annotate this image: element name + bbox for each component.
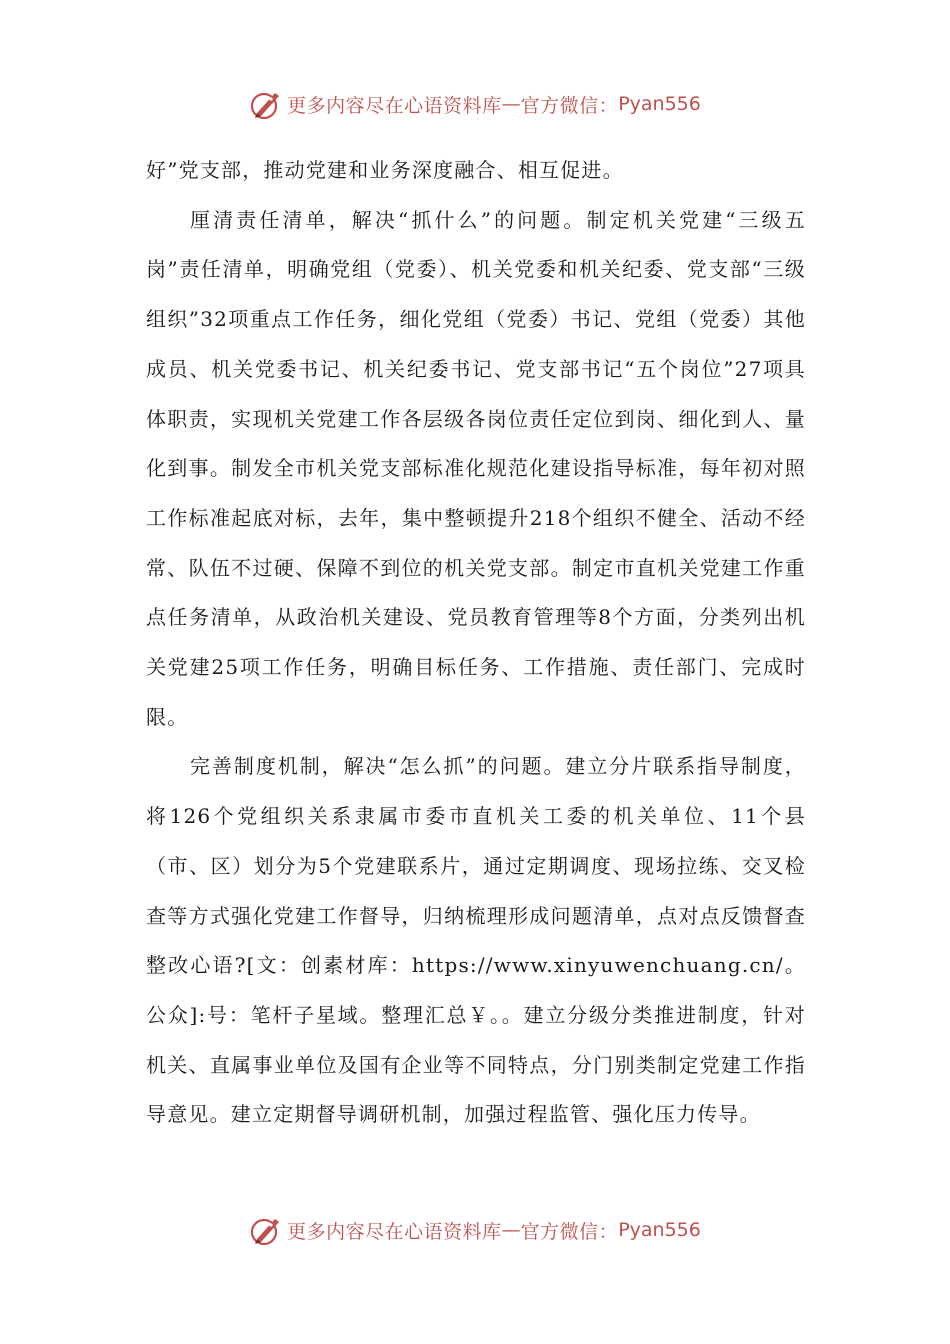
header-banner	[0, 84, 950, 124]
document-body	[146, 146, 806, 1140]
pen-nib-logo-icon	[249, 87, 283, 121]
banner-text: 更多内容尽在心语资料库	[287, 1220, 502, 1243]
banner-label: 官方微信：	[520, 1220, 619, 1243]
paragraph-1: 好”党支部，推动党建和业务深度融合、相互促进。	[146, 158, 624, 182]
pen-nib-logo-icon	[249, 1213, 283, 1247]
banner-separator: —	[501, 93, 521, 115]
banner-separator: —	[501, 1219, 521, 1241]
paragraph-3: 完善制度机制，解决“怎么抓”的问题。建立分片联系指导制度，将126个党组织关系隶属市委市直机关工委的机关单位、11个县（市、区）划分为5个党建联系片，通过定期调度、现场拉练、交叉检查等方式强化党建工作督导，归纳梳理形成问题清单，点对点反馈督查整改心语?[文：创素材库：https://www.xinyuwenchuang.cn/。公众]:号：笔杆子星域。整理汇总￥。。建立分级分类推进制度，针对机关、直属事业单位及国有企业等不同特点，分门别类制定党建工作指导意见。建立定期督导调研机制，加强过程监管、强化压力传导。	[146, 754, 806, 1127]
banner-text: 更多内容尽在心语资料库	[287, 94, 502, 117]
footer-banner	[0, 1210, 950, 1250]
banner-handle: Pyan556	[618, 93, 701, 115]
banner-handle: Pyan556	[618, 1219, 701, 1241]
paragraph-2: 厘清责任清单，解决“抓什么”的问题。制定机关党建“三级五岗”责任清单，明确党组（党委）、机关党委和机关纪委、党支部“三级组织”32项重点工作任务，细化党组（党委）书记、党组（党委）其他成员、机关党委书记、机关纪委书记、党支部书记“五个岗位”27项具体职责，实现机关党建工作各层级各岗位责任定位到岗、细化到人、量化到事。制发全市机关党支部标准化规范化建设指导标准，每年初对照工作标准起底对标，去年，集中整顿提升218个组织不健全、活动不经常、队伍不过硬、保障不到位的机关党支部。制定市直机关党建工作重点任务清单，从政治机关建设、党员教育管理等8个方面，分类列出机关党建25项工作任务，明确目标任务、工作措施、责任部门、完成时限。	[146, 207, 806, 729]
banner-label: 官方微信：	[520, 94, 619, 117]
